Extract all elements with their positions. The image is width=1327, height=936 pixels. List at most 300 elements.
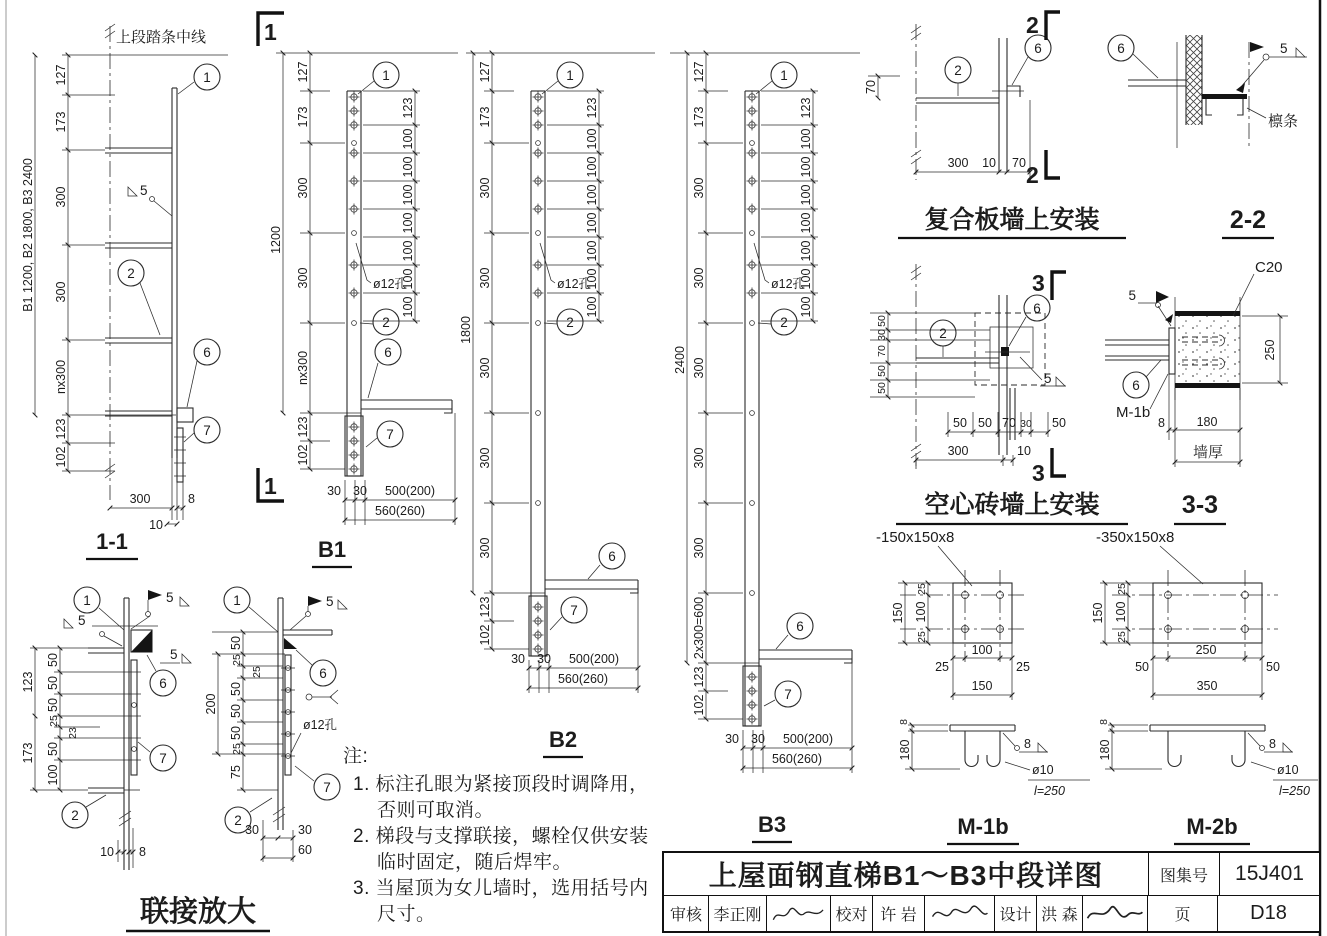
svg-text:70: 70 — [1012, 156, 1026, 170]
svg-text:2: 2 — [780, 315, 788, 330]
callout-2 — [360, 309, 399, 335]
svg-text:2: 2 — [954, 63, 962, 78]
concrete-fill — [1175, 316, 1240, 383]
svg-text:3: 3 — [1032, 460, 1045, 486]
svg-text:100: 100 — [401, 128, 415, 150]
svg-text:30: 30 — [751, 732, 765, 746]
view-title: B3 — [757, 812, 787, 837]
svg-text:100: 100 — [401, 156, 415, 178]
svg-text:7: 7 — [203, 423, 211, 438]
svg-text:6: 6 — [1132, 378, 1140, 393]
svg-text:6: 6 — [608, 549, 616, 564]
svg-text:2x300=600: 2x300=600 — [692, 596, 706, 660]
callout-7 — [764, 681, 801, 707]
svg-text:173: 173 — [692, 106, 706, 128]
svg-text:100: 100 — [401, 296, 415, 318]
dim-label: 10 — [149, 518, 163, 532]
weld-mark-5 — [1020, 357, 1066, 386]
svg-text:500(200): 500(200) — [568, 652, 620, 666]
base-plate — [953, 583, 1012, 643]
callout-6 — [588, 543, 625, 579]
detail-b2 — [459, 53, 655, 757]
svg-text:100: 100 — [401, 240, 415, 262]
dim-chain-left — [692, 53, 706, 719]
weld-mark-8 — [1248, 733, 1293, 752]
svg-text:75: 75 — [229, 765, 243, 779]
svg-text:2: 2 — [1026, 12, 1039, 38]
overall-dim-label: 200 — [204, 693, 218, 715]
callout-6 — [776, 613, 813, 649]
svg-text:300: 300 — [296, 177, 310, 199]
anchor-section-view — [1150, 725, 1265, 767]
signature-icon — [770, 900, 828, 928]
svg-text:300: 300 — [947, 156, 969, 170]
svg-text:25: 25 — [916, 631, 928, 643]
notes-heading: 注: — [343, 746, 369, 767]
support-bracket — [545, 580, 638, 593]
dim-chain-vertical — [891, 583, 928, 643]
svg-text:1: 1 — [780, 68, 788, 83]
svg-text:2: 2 — [566, 315, 574, 330]
anchor-length-label: l=250 — [1034, 784, 1065, 798]
callout-7 — [550, 597, 587, 630]
svg-text:100: 100 — [971, 643, 993, 657]
section-mark-2 — [1026, 12, 1060, 188]
callout-2 — [118, 260, 160, 335]
svg-text:1: 1 — [203, 70, 211, 85]
bolt-holes — [533, 92, 544, 506]
weld-flag-5 — [1128, 288, 1173, 326]
purlin-flange — [1202, 94, 1247, 99]
callout-1 — [542, 62, 583, 94]
svg-text:2: 2 — [382, 315, 390, 330]
svg-text:6: 6 — [1034, 41, 1042, 56]
svg-text:127: 127 — [692, 61, 706, 83]
svg-text:25: 25 — [251, 666, 263, 678]
dim-label: 173 — [54, 111, 68, 133]
plate-size-label: -150x150x8 — [876, 529, 955, 546]
hole-label: ø12孔 — [557, 277, 592, 291]
svg-text:180: 180 — [1098, 739, 1112, 761]
dim-chain-left — [296, 53, 310, 469]
callout-6 — [368, 339, 401, 398]
svg-text:500(200): 500(200) — [384, 484, 436, 498]
svg-text:2: 2 — [1026, 162, 1039, 188]
support-bracket — [177, 408, 193, 422]
svg-text:50: 50 — [953, 416, 967, 430]
svg-text:300: 300 — [692, 447, 706, 469]
svg-text:50: 50 — [876, 382, 888, 394]
svg-text:100: 100 — [46, 764, 60, 786]
reviewer-label: 审核 — [664, 896, 709, 931]
svg-text:50: 50 — [46, 653, 60, 667]
svg-text:5: 5 — [1128, 288, 1136, 303]
tread-centerline-label: 上段踏条中线 — [116, 29, 207, 46]
svg-text:8: 8 — [139, 845, 146, 859]
svg-text:6: 6 — [203, 345, 211, 360]
svg-text:70: 70 — [876, 345, 888, 357]
svg-text:50: 50 — [1266, 660, 1280, 674]
svg-text:6: 6 — [1117, 41, 1125, 56]
callout-7 — [184, 417, 220, 443]
svg-text:7: 7 — [570, 603, 578, 618]
hole-label: ø12孔 — [771, 277, 806, 291]
splice-plate — [177, 428, 183, 482]
svg-text:25: 25 — [1116, 583, 1128, 595]
svg-text:173: 173 — [478, 106, 492, 128]
svg-text:100: 100 — [799, 156, 813, 178]
svg-text:30: 30 — [298, 823, 312, 837]
svg-text:1: 1 — [233, 593, 241, 608]
svg-text:123: 123 — [296, 416, 310, 438]
svg-text:150: 150 — [891, 602, 905, 624]
splice-plate — [131, 660, 137, 775]
svg-text:23: 23 — [67, 727, 79, 739]
svg-text:50: 50 — [229, 682, 243, 696]
svg-text:50: 50 — [876, 365, 888, 377]
designer-label: 设计 — [995, 896, 1037, 931]
designer-signature — [1083, 896, 1148, 931]
reviewer-signature — [767, 896, 831, 931]
svg-text:8: 8 — [898, 719, 910, 725]
dim-label: 70 — [864, 80, 878, 94]
svg-text:300: 300 — [947, 444, 969, 458]
purlin-label: 檩条 — [1268, 113, 1299, 130]
joint-title: 联接放大 — [139, 896, 257, 928]
dim-chain-left — [54, 55, 68, 471]
svg-text:100: 100 — [799, 212, 813, 234]
svg-text:50: 50 — [1135, 660, 1149, 674]
svg-text:300: 300 — [478, 357, 492, 379]
svg-text:100: 100 — [799, 296, 813, 318]
dim-chain-left — [478, 53, 492, 649]
svg-text:30: 30 — [725, 732, 739, 746]
wall-hatch — [1186, 35, 1202, 125]
svg-text:7: 7 — [784, 687, 792, 702]
signature-icon — [1085, 900, 1145, 928]
svg-text:123: 123 — [585, 97, 599, 119]
svg-text:300: 300 — [692, 537, 706, 559]
designer-name: 洪 森 — [1037, 896, 1083, 931]
atlas-no-label: 图集号 — [1149, 853, 1220, 895]
dim-label: nx300 — [54, 359, 68, 395]
svg-text:10: 10 — [100, 845, 114, 859]
svg-text:123: 123 — [401, 97, 415, 119]
svg-text:180: 180 — [898, 739, 912, 761]
svg-text:100: 100 — [585, 212, 599, 234]
svg-text:30: 30 — [537, 652, 551, 666]
svg-text:300: 300 — [692, 357, 706, 379]
dim-label: 300 — [129, 492, 151, 506]
hole-label: ø12孔 — [373, 277, 408, 291]
dim-label: 123 — [54, 418, 68, 440]
note-2-cont: 临时固定，随后焊牢。 — [377, 852, 573, 873]
anchor-length-label: l=250 — [1279, 784, 1310, 798]
hole-label: ø12孔 — [303, 718, 338, 732]
dim-chain-inner — [229, 632, 263, 790]
svg-text:50: 50 — [229, 636, 243, 650]
svg-text:300: 300 — [478, 447, 492, 469]
svg-text:5: 5 — [166, 590, 174, 605]
svg-text:500(200): 500(200) — [782, 732, 834, 746]
callout-1 — [178, 64, 220, 94]
callout-7 — [295, 766, 340, 800]
svg-text:123: 123 — [692, 666, 706, 688]
svg-text:25: 25 — [231, 743, 243, 755]
svg-text:25: 25 — [935, 660, 949, 674]
weld-mark-5 — [64, 613, 122, 646]
svg-text:3: 3 — [1032, 270, 1045, 296]
callout-2 — [945, 57, 971, 96]
svg-text:123: 123 — [799, 97, 813, 119]
anchor-zone-dashed — [975, 313, 1045, 385]
joint-enlarged-right — [204, 587, 347, 862]
svg-text:7: 7 — [323, 780, 331, 795]
reviewer-name: 李正刚 — [709, 896, 767, 931]
callout-1 — [358, 62, 399, 94]
field-weld-symbol — [306, 690, 338, 704]
svg-text:100: 100 — [585, 268, 599, 290]
view-title: 1-1 — [96, 529, 128, 554]
svg-text:2: 2 — [71, 808, 79, 823]
weld-size: 5 — [140, 183, 148, 198]
checker-label: 校对 — [831, 896, 873, 931]
svg-text:100: 100 — [401, 184, 415, 206]
svg-text:5: 5 — [1044, 371, 1052, 386]
note-2: 2. 梯段与支撑联接，螺栓仅供安装 — [353, 826, 649, 847]
view-title: B2 — [548, 727, 578, 752]
wall-thickness-label: 墙厚 — [1192, 444, 1224, 461]
svg-text:5: 5 — [326, 594, 334, 609]
svg-text:123: 123 — [478, 596, 492, 618]
checker-signature — [925, 896, 995, 931]
svg-text:50: 50 — [46, 742, 60, 756]
svg-text:30: 30 — [876, 329, 888, 341]
anchor-dia-label: ø10 — [1032, 763, 1054, 777]
svg-text:50: 50 — [1052, 416, 1066, 430]
hollow-brick-install — [870, 264, 1128, 524]
overall-dim-label: 2400 — [673, 346, 687, 374]
svg-text:100: 100 — [401, 212, 415, 234]
svg-text:300: 300 — [478, 537, 492, 559]
svg-text:300: 300 — [296, 267, 310, 289]
svg-text:100: 100 — [585, 156, 599, 178]
svg-text:nx300: nx300 — [296, 350, 310, 386]
composite-panel-install — [864, 12, 1126, 238]
svg-text:127: 127 — [478, 61, 492, 83]
svg-text:173: 173 — [296, 106, 310, 128]
dim-chain-horizontal — [1135, 643, 1280, 695]
svg-text:560(260): 560(260) — [374, 504, 426, 518]
note-1: 1. 标注孔眼为紧接顶段时调降用， — [353, 774, 649, 795]
svg-text:70: 70 — [1002, 416, 1016, 430]
note-1-cont: 否则可取消。 — [377, 800, 495, 821]
svg-text:30: 30 — [245, 823, 259, 837]
svg-text:8: 8 — [1024, 737, 1031, 751]
svg-text:6: 6 — [384, 345, 392, 360]
svg-text:5: 5 — [1280, 41, 1288, 56]
callout-2 — [930, 320, 956, 357]
bolt-holes — [349, 92, 360, 326]
svg-text:102: 102 — [692, 694, 706, 716]
svg-text:6: 6 — [796, 619, 804, 634]
note-3-cont: 尺寸。 — [377, 904, 436, 925]
weld-mark-8 — [1003, 733, 1048, 752]
svg-text:5: 5 — [170, 647, 178, 662]
callout-2 — [62, 795, 106, 828]
svg-text:1: 1 — [566, 68, 574, 83]
svg-text:7: 7 — [386, 427, 394, 442]
weld-flag-5 — [131, 590, 189, 629]
callout-6 — [1009, 295, 1050, 346]
svg-text:50: 50 — [229, 704, 243, 718]
svg-text:100: 100 — [799, 128, 813, 150]
svg-text:100: 100 — [585, 296, 599, 318]
svg-text:560(260): 560(260) — [557, 672, 609, 686]
detail-m2b — [1091, 529, 1318, 844]
svg-text:8: 8 — [1098, 719, 1110, 725]
view-title: M-2b — [1186, 814, 1238, 839]
svg-text:2: 2 — [939, 326, 947, 341]
svg-text:7: 7 — [159, 751, 167, 766]
dim-chain-inner — [46, 648, 79, 790]
svg-text:560(260): 560(260) — [771, 752, 823, 766]
callout-2 — [544, 309, 583, 335]
svg-text:50: 50 — [876, 315, 888, 327]
svg-text:100: 100 — [585, 184, 599, 206]
dim-label: 127 — [54, 64, 68, 86]
svg-text:100: 100 — [1114, 601, 1128, 623]
signature-icon — [929, 900, 991, 928]
atlas-no-value: 15J401 — [1235, 862, 1304, 885]
svg-text:5: 5 — [78, 613, 86, 628]
svg-text:300: 300 — [692, 267, 706, 289]
svg-text:123: 123 — [21, 671, 35, 693]
callout-6 — [296, 650, 336, 686]
view-title: M-1b — [957, 814, 1009, 839]
plate-ref-label: M-1b — [1116, 404, 1151, 421]
svg-text:30: 30 — [1020, 418, 1032, 430]
weld-flag-5 — [290, 594, 347, 630]
svg-text:100: 100 — [799, 184, 813, 206]
checker-name: 许 岩 — [873, 896, 925, 931]
title-block — [662, 851, 1321, 933]
view-title: B1 — [317, 537, 347, 562]
callout-1 — [224, 587, 278, 632]
svg-text:100: 100 — [799, 240, 813, 262]
svg-text:100: 100 — [799, 268, 813, 290]
svg-text:2: 2 — [234, 813, 242, 828]
overall-dim-label: 1200 — [269, 226, 283, 254]
section-mark-1 — [258, 13, 284, 501]
svg-text:25: 25 — [1116, 631, 1128, 643]
bolt-holes — [747, 92, 758, 596]
dim-chain-vertical — [1091, 583, 1128, 643]
callout-6 — [187, 339, 220, 407]
svg-text:6: 6 — [319, 666, 327, 681]
dim-label: 8 — [188, 492, 195, 506]
svg-text:300: 300 — [478, 267, 492, 289]
notes-block — [343, 744, 673, 928]
dim-row-2 — [916, 444, 1031, 460]
dim-chain-horizontal — [935, 643, 1030, 695]
svg-text:10: 10 — [982, 156, 996, 170]
svg-text:50: 50 — [46, 698, 60, 712]
detail-m1b — [876, 529, 1090, 844]
detail-b1 — [269, 53, 458, 567]
callout-7 — [138, 742, 176, 771]
svg-text:100: 100 — [914, 601, 928, 623]
anchor-dia-label: ø10 — [1277, 763, 1299, 777]
svg-text:1: 1 — [382, 68, 390, 83]
svg-text:2: 2 — [127, 266, 135, 281]
callout-6 — [1108, 35, 1158, 78]
svg-text:102: 102 — [478, 624, 492, 646]
overall-dim-label: 1800 — [459, 316, 473, 344]
svg-text:25: 25 — [231, 654, 243, 666]
support-bracket — [361, 400, 452, 413]
svg-text:25: 25 — [916, 583, 928, 595]
section-2-2 — [1108, 35, 1307, 238]
section-3-3 — [1105, 259, 1288, 524]
weld-flag-5 — [1236, 41, 1307, 93]
svg-text:8: 8 — [1158, 416, 1165, 430]
svg-text:100: 100 — [585, 240, 599, 262]
overall-dim-label: B1 1200, B2 1800, B3 2400 — [21, 158, 35, 312]
elevation-1-1 — [21, 13, 284, 559]
svg-text:100: 100 — [585, 128, 599, 150]
svg-text:250: 250 — [1263, 339, 1277, 361]
svg-text:350: 350 — [1196, 679, 1218, 693]
svg-text:300: 300 — [692, 177, 706, 199]
section-title: 2-2 — [1229, 206, 1267, 234]
page-label: 页 — [1148, 896, 1218, 931]
callout-7 — [366, 421, 403, 447]
section-title: 3-3 — [1181, 491, 1219, 519]
svg-text:6: 6 — [159, 676, 167, 691]
sheet-title: 上屋面钢直梯B1～B3中段详图 — [664, 853, 1149, 895]
svg-text:1: 1 — [264, 19, 277, 45]
callout-6 — [1123, 360, 1161, 398]
dim-chain-outer — [21, 648, 35, 790]
joint-enlarged-left — [21, 587, 191, 870]
svg-text:180: 180 — [1196, 415, 1218, 429]
svg-text:300: 300 — [478, 177, 492, 199]
anchor-section-view — [950, 725, 1015, 767]
svg-text:6: 6 — [1033, 301, 1041, 316]
dim-label: 300 — [54, 281, 68, 303]
svg-text:50: 50 — [46, 676, 60, 690]
svg-text:1: 1 — [264, 473, 277, 499]
svg-text:150: 150 — [1091, 602, 1105, 624]
svg-text:25: 25 — [48, 715, 60, 727]
svg-text:127: 127 — [296, 61, 310, 83]
svg-text:8: 8 — [1269, 737, 1276, 751]
dim-chain-left — [876, 313, 888, 397]
note-3: 3. 当屋顶为女儿墙时，选用括号内 — [353, 878, 649, 899]
svg-text:30: 30 — [511, 652, 525, 666]
rungs — [62, 148, 172, 416]
page-number: D18 — [1250, 902, 1287, 924]
callout-6 — [1012, 35, 1051, 85]
svg-text:30: 30 — [353, 484, 367, 498]
svg-text:10: 10 — [1017, 444, 1031, 458]
concrete-grade-label: C20 — [1255, 259, 1283, 276]
svg-text:60: 60 — [298, 843, 312, 857]
support-bracket — [759, 650, 852, 663]
svg-text:25: 25 — [1016, 660, 1030, 674]
svg-text:250: 250 — [1195, 643, 1217, 657]
